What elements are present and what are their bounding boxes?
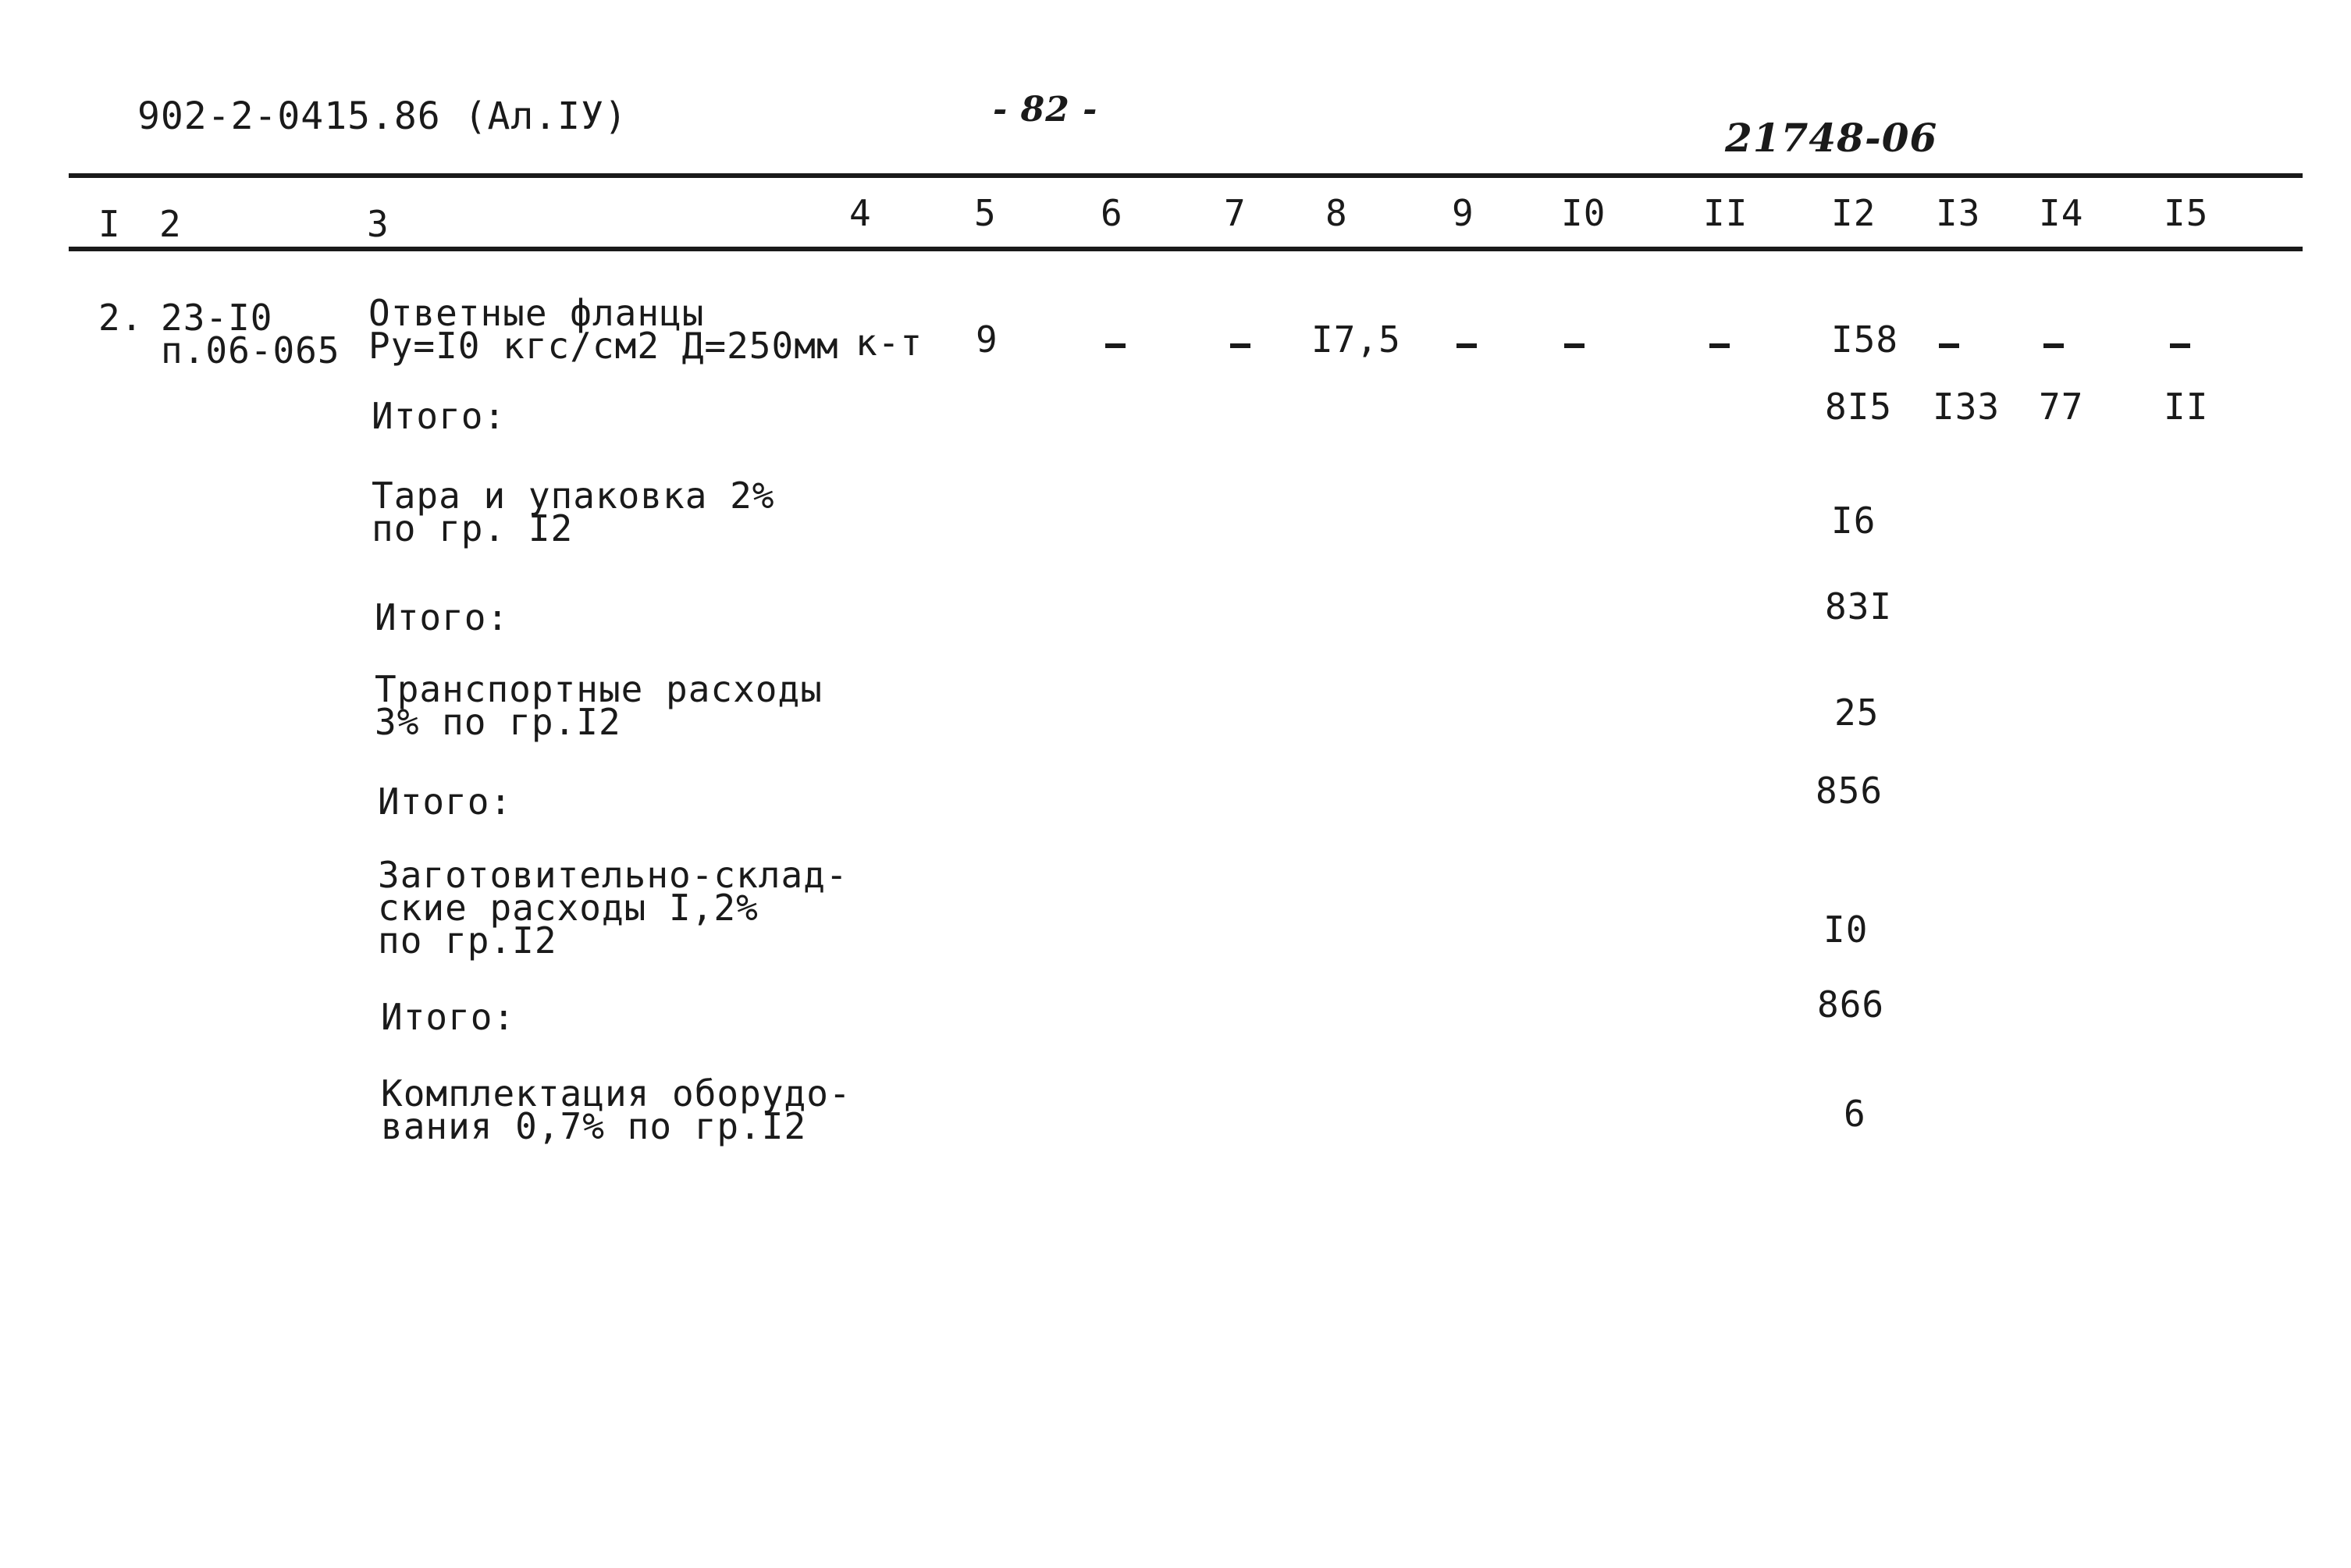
empty-cell-dash-11 — [1709, 343, 1730, 348]
subtotal-column-12: 8I5 — [1825, 386, 1893, 428]
column-header-6: 6 — [1101, 192, 1123, 234]
empty-cell-dash-13 — [1939, 343, 1959, 348]
column-header-15: I5 — [2164, 192, 2209, 234]
procurement-label-line3: по гр.I2 — [378, 919, 557, 962]
empty-cell-dash-9 — [1456, 343, 1477, 348]
column-header-8: 8 — [1325, 192, 1348, 234]
subtotal-label: Итого: — [378, 780, 513, 823]
column-header-5: 5 — [974, 192, 997, 234]
procurement-label-line2: ские расходы I,2% — [378, 887, 759, 929]
transport-column-12: 25 — [1834, 692, 1880, 734]
transport-label-line1: Транспортные расходы — [375, 668, 823, 710]
empty-cell-dash-15 — [2170, 343, 2190, 348]
document-code: 902-2-0415.86 (Ал.IУ) — [137, 94, 628, 138]
transport-label-line2: 3% по гр.I2 — [375, 701, 621, 743]
column-header-4: 4 — [849, 192, 872, 234]
column-header-7: 7 — [1224, 192, 1247, 234]
column-header-13: I3 — [1936, 192, 1981, 234]
table-top-rule — [69, 173, 2303, 178]
price-code-line1: 23-I0 — [161, 297, 273, 339]
column-header-11: II — [1703, 192, 1748, 234]
empty-cell-dash-6 — [1105, 343, 1126, 348]
packaging-column-12: I6 — [1831, 500, 1876, 542]
column-header-9: 9 — [1452, 192, 1474, 234]
subtotal-column-12: 866 — [1817, 983, 1885, 1026]
subtotal-label: Итого: — [375, 596, 510, 638]
subtotal-column-12: 83I — [1825, 585, 1893, 628]
equipment-label-line1: Комплектация оборудо- — [381, 1072, 852, 1115]
procurement-label-line1: Заготовительно-склад- — [378, 854, 848, 896]
subtotal-column-15: II — [2164, 386, 2209, 428]
column-header-10: I0 — [1561, 192, 1606, 234]
empty-cell-dash-7 — [1230, 343, 1250, 348]
column-header-3: 3 — [367, 203, 389, 245]
price-code-line2: п.06-065 — [161, 329, 340, 372]
packaging-label-line2: по гр. I2 — [372, 507, 574, 549]
empty-cell-dash-10 — [1564, 343, 1585, 348]
packaging-label-line1: Тара и упаковка 2% — [372, 475, 775, 517]
item-quantity: 9 — [976, 318, 998, 361]
equipment-label-line2: вания 0,7% по гр.I2 — [381, 1105, 807, 1147]
column-header-1: I — [98, 203, 121, 245]
subtotal-column-13: I33 — [1933, 386, 2001, 428]
column-header-12: I2 — [1831, 192, 1876, 234]
page-number: - 82 - — [993, 90, 1098, 130]
subtotal-label: Итого: — [381, 996, 516, 1038]
subtotal-column-12: 856 — [1816, 770, 1883, 812]
equipment-column-12: 6 — [1844, 1093, 1866, 1135]
item-column-12-value: I58 — [1831, 318, 1899, 361]
subtotal-label: Итого: — [372, 395, 507, 437]
empty-cell-dash-14 — [2043, 343, 2064, 348]
row-number: 2. — [98, 297, 144, 339]
inventory-number: 21748-06 — [1725, 115, 1938, 161]
item-name-line2: Ру=I0 кгс/см2 Д=250мм — [368, 325, 839, 367]
item-name-line1: Ответные фланцы — [368, 292, 705, 334]
table-header-rule — [69, 247, 2303, 251]
subtotal-column-14: 77 — [2039, 386, 2084, 428]
column-header-2: 2 — [159, 203, 182, 245]
column-header-14: I4 — [2039, 192, 2084, 234]
item-unit: к-т — [855, 322, 923, 364]
procurement-column-12: I0 — [1823, 908, 1869, 951]
item-column-8-value: I7,5 — [1311, 318, 1401, 361]
